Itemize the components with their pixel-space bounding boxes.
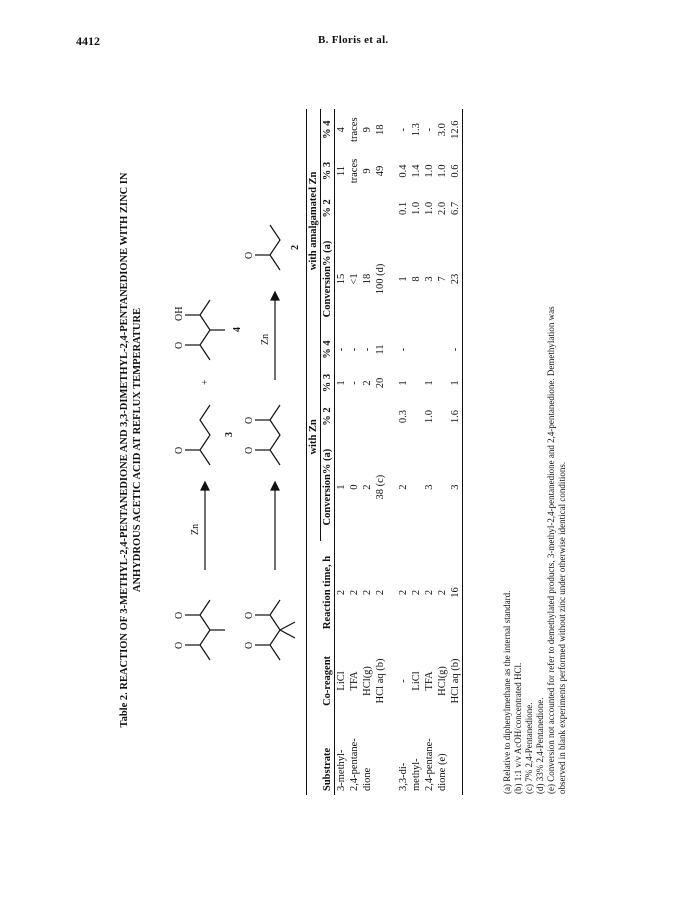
table-row xyxy=(410,109,423,795)
table-row xyxy=(335,109,349,795)
table-cell: - xyxy=(424,127,435,132)
running-head: B. Floris et al. xyxy=(318,34,389,46)
table-cell: 9 xyxy=(362,168,373,174)
footnote: (b) 1:1 v/v AcOH/concentrated HCl. xyxy=(513,662,523,794)
table-cell: 1 xyxy=(398,380,409,386)
table-cell xyxy=(449,718,463,795)
table-cell: 1 xyxy=(424,380,435,386)
table-cell: 2 xyxy=(398,589,409,596)
table-cell: 2 xyxy=(398,484,409,490)
table-cell xyxy=(374,400,392,434)
table-cell: HCl(g) xyxy=(362,666,373,696)
svg-text:O: O xyxy=(174,641,185,649)
arrowhead-top xyxy=(201,482,209,490)
table-cell: 49 xyxy=(375,165,386,177)
table-cell: 23 xyxy=(449,225,463,333)
table-cell: 15 xyxy=(336,273,347,285)
table-row xyxy=(392,109,410,795)
group-with-amalgamated-zn: with amalgamated Zn xyxy=(307,109,321,333)
table-cell: 0.1 xyxy=(398,201,409,215)
table-cell: 100 (d) xyxy=(375,263,386,295)
svg-text:O: O xyxy=(244,251,255,259)
structure-dimethyl-pentanedione xyxy=(244,600,295,660)
table-cell: LiCl xyxy=(336,671,347,691)
table-cell: dione (e) xyxy=(437,753,448,791)
table-cell xyxy=(348,400,361,434)
table-cell xyxy=(410,400,423,434)
table-cell: - xyxy=(398,127,409,132)
table-cell: 2,4-pentane- xyxy=(349,738,360,791)
page-number: 4412 xyxy=(76,34,100,48)
col-header: % 2 xyxy=(321,400,335,434)
table-cell: 12.6 xyxy=(449,109,463,150)
col-header: % 4 xyxy=(321,109,335,150)
table-cell: - xyxy=(336,347,347,352)
table-cell: HCl aq (b) xyxy=(375,658,386,704)
table-cell xyxy=(335,192,349,226)
table-cell xyxy=(335,400,349,434)
table-row xyxy=(374,109,392,795)
table-cell: 1 xyxy=(336,484,347,490)
table-cell: 11 xyxy=(336,165,347,177)
table-cell: 2 xyxy=(336,589,347,596)
table-cell: 2,4-pentane- xyxy=(424,738,435,791)
label-2: 2 xyxy=(290,245,301,250)
structure-3-methyl-pentanedione xyxy=(174,600,225,660)
svg-text:OH: OH xyxy=(174,306,185,321)
table-cell: 3 xyxy=(449,433,463,541)
table-cell: 1 xyxy=(398,276,409,282)
table-cell: 0.3 xyxy=(398,409,409,424)
col-header: % 3 xyxy=(321,366,335,400)
table-cell: 2 xyxy=(437,589,448,596)
page-header xyxy=(0,34,679,54)
svg-text:O: O xyxy=(174,611,185,619)
table-cell xyxy=(348,192,361,226)
svg-text:O: O xyxy=(174,446,185,454)
table-cell: 18 xyxy=(362,273,373,285)
table-cell: 0 xyxy=(349,484,360,490)
structure-pentanedione xyxy=(244,405,280,465)
col-header: Conversion% (a) xyxy=(321,433,335,541)
table-cell xyxy=(410,366,423,400)
label-3: 3 xyxy=(224,432,235,437)
col-header: Reaction time, h xyxy=(321,541,335,644)
table-cell xyxy=(436,333,449,367)
table-cell: methyl- xyxy=(411,758,422,791)
table-cell: 0.6 xyxy=(449,150,463,191)
structure-2 xyxy=(244,225,280,270)
table-cell: 18 xyxy=(375,124,386,135)
table-cell: TFA xyxy=(424,671,435,691)
table-cell xyxy=(436,366,449,400)
table-cell: 1.3 xyxy=(411,123,422,137)
reagent-zn-bottom: Zn xyxy=(260,333,271,345)
table-cell: - xyxy=(362,347,373,352)
footnote: (d) 33% 2,4-Pentanedione. xyxy=(535,697,545,794)
table-cell xyxy=(423,333,436,367)
table-cell: 1.0 xyxy=(424,409,435,424)
table-cell: dione xyxy=(362,767,373,791)
table-row xyxy=(348,109,361,795)
table-cell: 8 xyxy=(411,276,422,282)
table-row xyxy=(423,109,436,795)
table-cell: - xyxy=(398,347,409,352)
table-cell xyxy=(436,400,449,434)
rotated-table-block xyxy=(119,100,567,800)
table-cell: HCl(g) xyxy=(437,666,448,696)
table-cell: 3.0 xyxy=(437,123,448,137)
table-cell: traces xyxy=(349,158,360,184)
table-cell: 2 xyxy=(362,484,373,490)
svg-text:O: O xyxy=(244,416,255,424)
svg-text:O: O xyxy=(244,446,255,454)
col-header: Co-reagent xyxy=(321,644,335,718)
table-cell xyxy=(410,433,423,541)
footnote: (e) Conversion not accounted for refer to demethylated products, 3-methyl-2,4-pentanedione and 2,4-pentanedione. Demethylation was xyxy=(546,306,556,794)
table-cell: - xyxy=(398,679,409,683)
col-header: % 2 xyxy=(321,192,335,226)
svg-text:O: O xyxy=(244,611,255,619)
col-header: Substrate xyxy=(321,718,335,795)
footnotes xyxy=(502,104,568,794)
table-cell xyxy=(374,718,392,795)
table-cell: 1.4 xyxy=(411,164,422,178)
table-cell: 1.0 xyxy=(437,164,448,178)
table-cell: LiCl xyxy=(411,671,422,691)
table-row xyxy=(436,109,449,795)
table-cell: 2 xyxy=(411,589,422,596)
table-row xyxy=(449,109,463,795)
table-cell: - xyxy=(349,347,360,352)
table-cell: 2 xyxy=(362,380,373,386)
table-cell xyxy=(374,192,392,226)
table-cell: 1.6 xyxy=(449,400,463,434)
svg-text:O: O xyxy=(244,641,255,649)
structure-4 xyxy=(174,300,225,360)
group-with-zn: with Zn xyxy=(307,333,321,541)
table-cell: 38 (c) xyxy=(375,474,386,500)
caption-line-2: ANHYDROUS ACETIC ACID AT REFLUX TEMPERATURE xyxy=(132,307,143,593)
table-cell: 16 xyxy=(449,541,463,644)
footnote: observed in blank experiments performed without zinc under otherwise identical conditions. xyxy=(557,461,567,794)
table-cell: 2 xyxy=(362,589,373,596)
reagent-zn-top: Zn xyxy=(190,523,201,535)
table-cell: 0.4 xyxy=(398,164,409,178)
table-cell: 2 xyxy=(424,589,435,596)
table-cell: - xyxy=(449,333,463,367)
col-header: % 3 xyxy=(321,150,335,191)
table-cell: 1 xyxy=(336,380,347,386)
table-cell xyxy=(361,192,374,226)
table-cell xyxy=(361,400,374,434)
table-cell: 7 xyxy=(437,276,448,282)
table-cell: 3 xyxy=(424,484,435,490)
table-cell: 3 xyxy=(424,276,435,282)
table-cell xyxy=(410,333,423,367)
table-cell: 11 xyxy=(375,344,386,355)
caption-line-1: Table 2. REACTION OF 3-METHYL-2,4-PENTANEDIONE AND 3,3-DIMETHYL-2,4-PENTANEDIONE WITH ZINC IN xyxy=(119,172,130,728)
table-cell: 1.0 xyxy=(424,164,435,178)
table-cell: 2 xyxy=(375,589,386,596)
footnote: (a) Relative to diphenylmethane as the internal standard. xyxy=(502,590,512,794)
table-cell: 4 xyxy=(336,127,347,133)
table-cell: 3-methyl- xyxy=(336,749,347,791)
label-4: 4 xyxy=(232,327,243,332)
structure-3 xyxy=(174,405,210,465)
results-table xyxy=(306,109,463,795)
col-header: % 4 xyxy=(321,333,335,367)
table-cell: HCl aq (b) xyxy=(449,644,463,718)
table-cell: - xyxy=(349,381,360,385)
table-cell: 20 xyxy=(375,377,386,389)
table-caption xyxy=(118,110,144,790)
table-row xyxy=(361,109,374,795)
plus-sign: + xyxy=(200,379,211,385)
reaction-scheme xyxy=(170,120,310,680)
table-cell: 9 xyxy=(362,127,373,133)
table-cell: 1.0 xyxy=(424,201,435,215)
table-cell: 1 xyxy=(449,366,463,400)
table-cell: 2.0 xyxy=(437,201,448,215)
table-cell xyxy=(436,433,449,541)
footnote: (c) 7% 2,4-Pentanedione. xyxy=(524,702,534,794)
svg-text:O: O xyxy=(174,341,185,349)
table-cell: TFA xyxy=(349,671,360,691)
col-header: Conversion% (a) xyxy=(321,225,335,333)
table-cell: 6.7 xyxy=(449,192,463,226)
table-cell: traces xyxy=(349,117,360,142)
table-cell: <1 xyxy=(349,273,360,285)
table-cell: 2 xyxy=(349,589,360,596)
table-cell: 3,3-di- xyxy=(398,762,409,791)
table-cell: 1.0 xyxy=(411,201,422,215)
